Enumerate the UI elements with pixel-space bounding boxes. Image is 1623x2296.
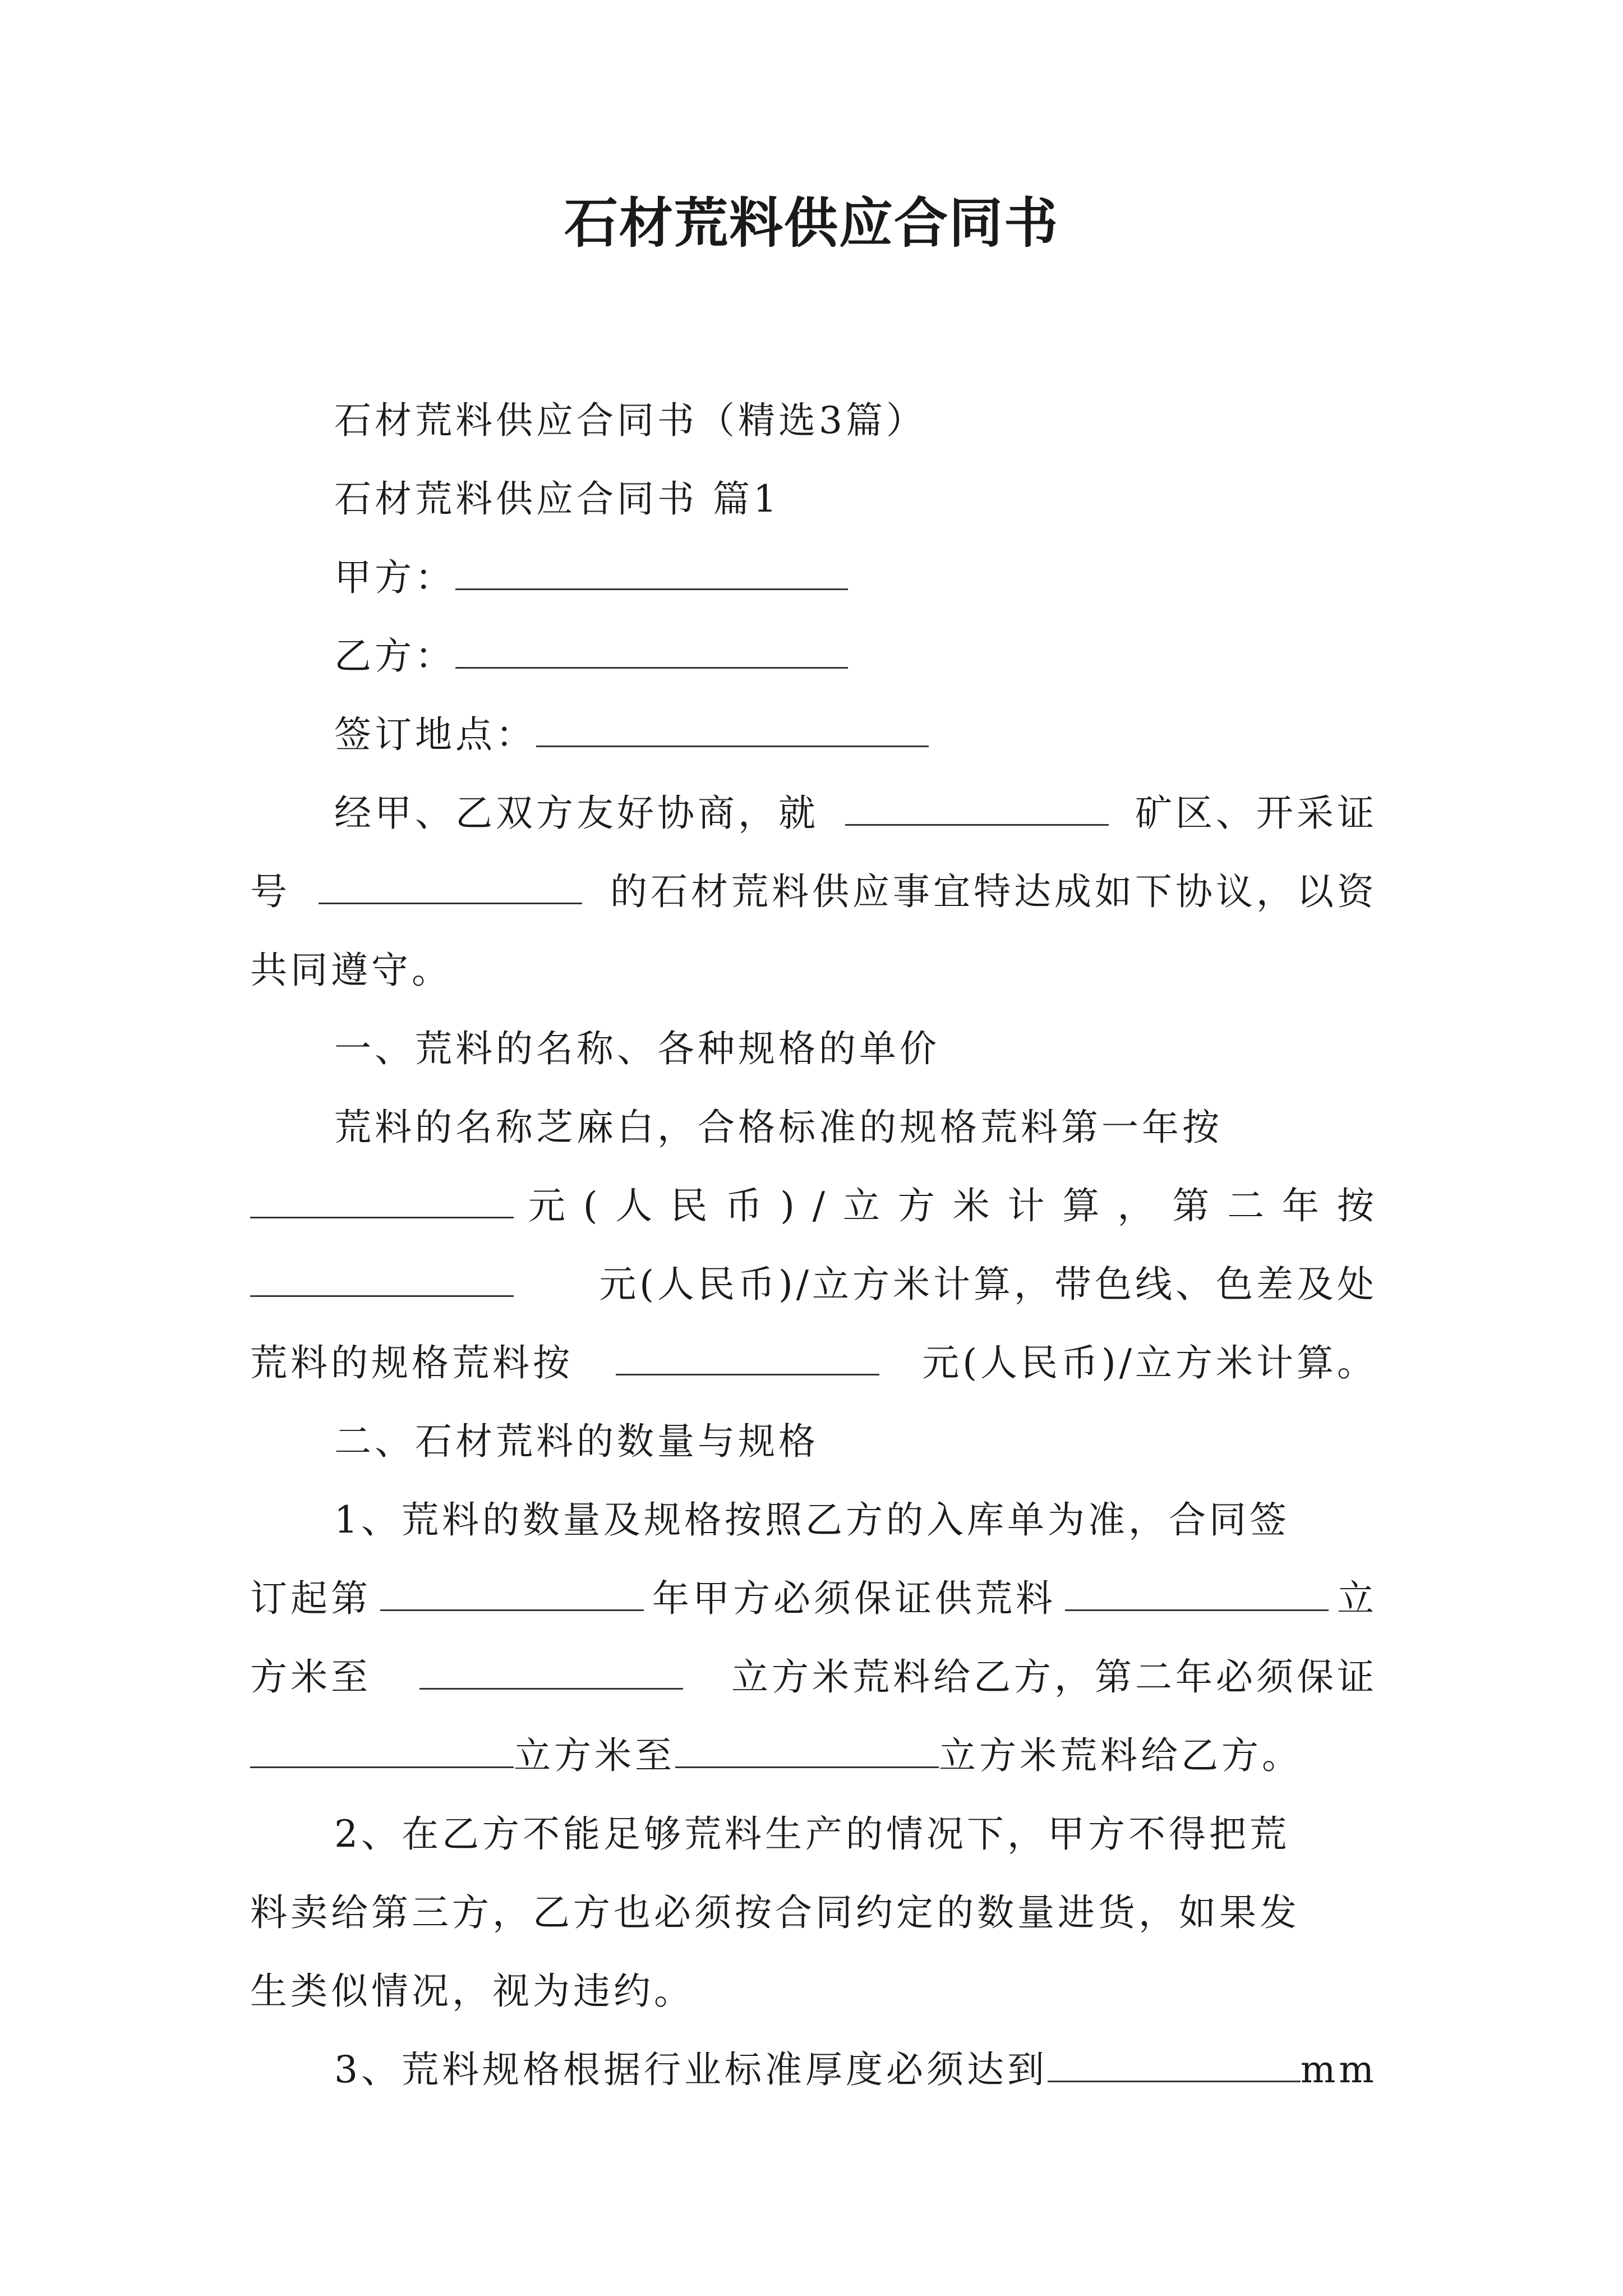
party-a-line — [250, 539, 1377, 617]
price-char: 立 — [842, 1184, 883, 1227]
price-char: 第 — [1172, 1184, 1213, 1227]
signing-place-label: 签订地点： — [334, 713, 536, 756]
price-char: 方 — [897, 1184, 938, 1227]
item1-text-1: 1、荒料的数量及规格按照乙方的入库单为准，合同签 — [334, 1498, 1290, 1542]
item1-text-2b: 年甲方必须保证供荒料 — [652, 1577, 1056, 1620]
party-b-blank — [455, 628, 848, 669]
item2-line-3: 生类似情况，视为违约。 — [250, 1970, 694, 2013]
price-text-4b: 元(人民币)/立方米计算。 — [922, 1341, 1377, 1384]
price-char: ( — [583, 1184, 601, 1227]
intro-line-1 — [250, 774, 1377, 853]
item1-line-2 — [250, 1559, 1377, 1638]
second-year-min-blank — [250, 1727, 514, 1768]
party-b-label: 乙方： — [334, 634, 455, 678]
item3-line-1 — [250, 2031, 1377, 2109]
price-char: 民 — [670, 1184, 711, 1227]
price-char: 算 — [1062, 1184, 1103, 1227]
item1-line-1 — [250, 1481, 1377, 1559]
year-number-blank — [380, 1570, 644, 1611]
item2-line-2 — [250, 1874, 1377, 1952]
price-line-4 — [250, 1324, 1377, 1402]
price-char: ) — [780, 1184, 798, 1227]
heading-1: 一、荒料的名称、各种规格的单价 — [334, 1027, 940, 1070]
price-line-1 — [250, 1088, 1377, 1167]
license-number-blank — [319, 863, 582, 904]
intro-text-2a: 号 — [250, 870, 291, 913]
item1-text-4b: 立方米荒料给乙方。 — [939, 1734, 1302, 1777]
price-char: 计 — [1007, 1184, 1048, 1227]
supply-max-blank — [419, 1649, 683, 1690]
intro-line-2 — [250, 853, 1377, 931]
price-text-3: 元(人民币)/立方米计算，带色线、色差及处 — [599, 1263, 1377, 1306]
section-title: 石材荒料供应合同书 篇1 — [334, 477, 780, 521]
intro-line-3: 共同遵守。 — [250, 949, 452, 992]
item2-line-1 — [250, 1795, 1377, 1874]
price-char: 币 — [725, 1184, 766, 1227]
intro-text-1a: 经甲、乙双方友好协商，就 — [334, 792, 819, 835]
signing-place-blank — [536, 706, 929, 747]
document-title: 石材荒料供应合同书 — [564, 191, 1059, 255]
supply-min-blank — [1065, 1570, 1329, 1611]
second-year-max-blank — [675, 1727, 939, 1768]
document-body — [250, 381, 1377, 2109]
item3-text-1b: mm — [1300, 2048, 1377, 2091]
thickness-blank — [1048, 2041, 1301, 2082]
price-line-3 — [250, 1245, 1377, 1324]
price-char: / — [812, 1184, 828, 1227]
second-year-price-blank — [250, 1256, 514, 1297]
price-char: 年 — [1282, 1184, 1322, 1227]
item1-text-4a: 立方米至 — [514, 1734, 675, 1777]
price-text-1: 荒料的名称芝麻白，合格标准的规格荒料第一年按 — [334, 1106, 1223, 1149]
item1-text-2a: 订起第 — [250, 1577, 371, 1620]
item2-text-1: 2、在乙方不能足够荒料生产的情况下，甲方不得把荒 — [334, 1812, 1290, 1856]
price-line-2 — [250, 1167, 1377, 1245]
price-char: 元 — [528, 1184, 569, 1227]
price-char: 按 — [1336, 1184, 1377, 1227]
first-year-price-blank — [250, 1177, 514, 1218]
item1-text-3a: 方米至 — [250, 1655, 371, 1699]
mine-area-blank — [845, 785, 1109, 826]
party-a-label: 甲方： — [334, 556, 455, 599]
price-char: 米 — [952, 1184, 993, 1227]
intro-text-2b: 的石材荒料供应事宜特达成如下协议，以资 — [610, 870, 1377, 913]
party-b-line — [250, 617, 1377, 696]
subtitle: 石材荒料供应合同书（精选3篇） — [334, 399, 926, 442]
item1-text-2c: 立 — [1337, 1577, 1377, 1620]
item1-line-3 — [250, 1638, 1377, 1717]
price-char: 人 — [615, 1184, 656, 1227]
item2-text-2: 料卖给第三方，乙方也必须按合同约定的数量进货，如果发 — [250, 1891, 1300, 1934]
item3-text-1a: 3、荒料规格根据行业标准厚度必须达到 — [334, 2048, 1048, 2091]
price-text-4a: 荒料的规格荒料按 — [250, 1341, 573, 1384]
signing-place-line — [250, 696, 1377, 774]
heading-2: 二、石材荒料的数量与规格 — [334, 1420, 819, 1463]
intro-text-1b: 矿区、开采证 — [1135, 792, 1377, 835]
party-a-blank — [455, 549, 848, 590]
price-char: ， — [1117, 1184, 1158, 1227]
item1-text-3b: 立方米荒料给乙方，第二年必须保证 — [731, 1655, 1377, 1699]
item1-line-4 — [250, 1717, 1377, 1795]
price-char: 二 — [1227, 1184, 1268, 1227]
defect-price-blank — [616, 1335, 879, 1375]
